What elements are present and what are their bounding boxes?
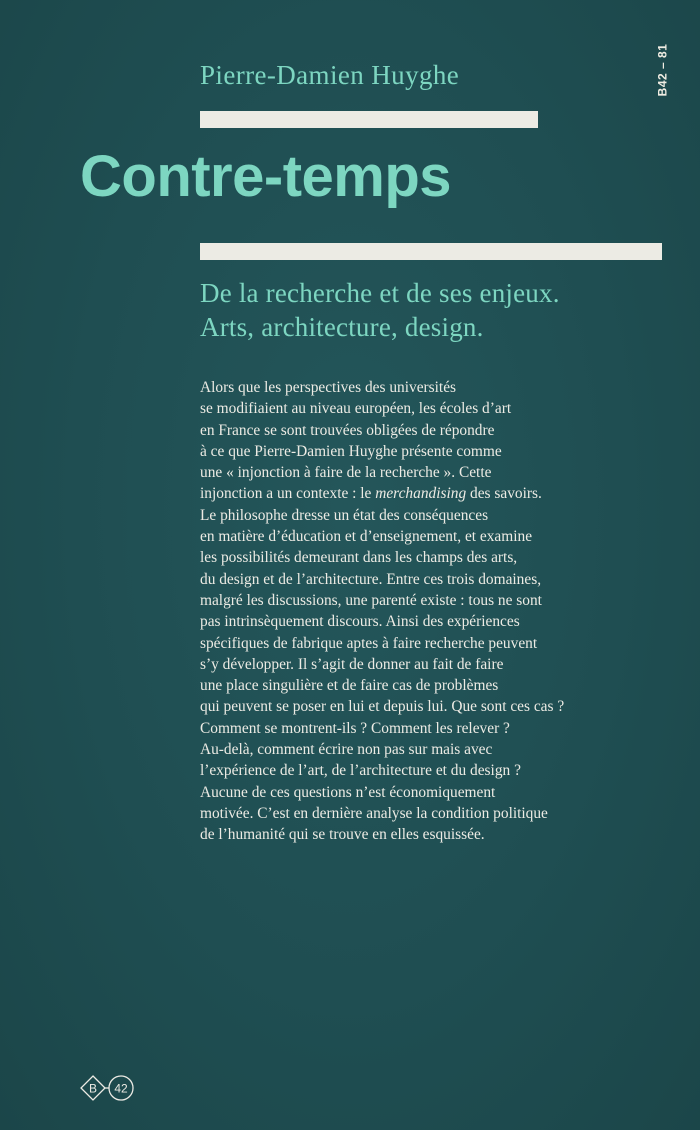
middle-divider-bar bbox=[200, 243, 662, 260]
book-title: Contre-temps bbox=[80, 144, 452, 209]
series-code-label: B42 – 81 bbox=[655, 43, 670, 97]
blurb-line: une place singulière et de faire cas de problèmes bbox=[200, 677, 499, 695]
blurb-line: qui peuvent se poser en lui et depuis lui. Que sont ces cas ? bbox=[200, 698, 565, 716]
blurb-line: Aucune de ces questions n’est économiquement bbox=[200, 783, 496, 801]
blurb-line: en matière d’éducation et d’enseignement, et examine bbox=[200, 528, 533, 546]
blurb-line: malgré les discussions, une parenté existe : tous ne sont bbox=[200, 591, 542, 609]
blurb-line: motivée. C’est en dernière analyse la condition politique bbox=[200, 804, 548, 822]
blurb-line: spécifiques de fabrique aptes à faire recherche peuvent bbox=[200, 634, 538, 652]
blurb-line: les possibilités demeurant dans les champs des arts, bbox=[200, 549, 518, 567]
subtitle-line: Arts, architecture, design. bbox=[200, 312, 484, 342]
author-name: Pierre-Damien Huyghe bbox=[200, 60, 460, 90]
blurb-line: se modifiaient au niveau européen, les écoles d’art bbox=[200, 400, 512, 418]
blurb-fragment: des savoirs. bbox=[466, 485, 542, 503]
blurb-line: l’expérience de l’art, de l’architecture et du design ? bbox=[200, 762, 521, 780]
logo-number: 42 bbox=[114, 1081, 128, 1096]
blurb-line: Comment se montrent-ils ? Comment les relever ? bbox=[200, 719, 510, 737]
blurb-line: de l’humanité qui se trouve en elles esquissée. bbox=[200, 826, 485, 844]
blurb-emphasis: merchandising bbox=[375, 485, 467, 503]
blurb-line: s’y développer. Il s’agit de donner au fait de faire bbox=[200, 655, 504, 673]
blurb-fragment: injonction a un contexte : le bbox=[200, 485, 376, 503]
blurb-text bbox=[200, 377, 640, 846]
publisher-logo-mark bbox=[80, 1075, 160, 1101]
blurb-line: à ce que Pierre-Damien Huyghe présente comme bbox=[200, 442, 502, 460]
blurb-line: Alors que les perspectives des universités bbox=[200, 379, 457, 396]
blurb-line: du design et de l’architecture. Entre ces trois domaines, bbox=[200, 570, 542, 588]
blurb-line: une « injonction à faire de la recherche ». Cette bbox=[200, 464, 492, 482]
publisher-logo bbox=[80, 1075, 160, 1101]
book-subtitle bbox=[200, 276, 680, 344]
blurb-line: Au-delà, comment écrire non pas sur mais avec bbox=[200, 741, 493, 759]
logo-letter: B bbox=[88, 1081, 98, 1096]
blurb-line-with-emphasis bbox=[200, 483, 640, 504]
top-divider-bar bbox=[200, 111, 538, 128]
blurb-line: pas intrinsèquement discours. Ainsi des expériences bbox=[200, 613, 520, 631]
series-code bbox=[652, 30, 672, 110]
blurb-line: Le philosophe dresse un état des conséquences bbox=[200, 506, 489, 524]
subtitle-line: De la recherche et de ses enjeux. bbox=[200, 278, 560, 308]
blurb-line: en France se sont trouvées obligées de répondre bbox=[200, 421, 495, 439]
